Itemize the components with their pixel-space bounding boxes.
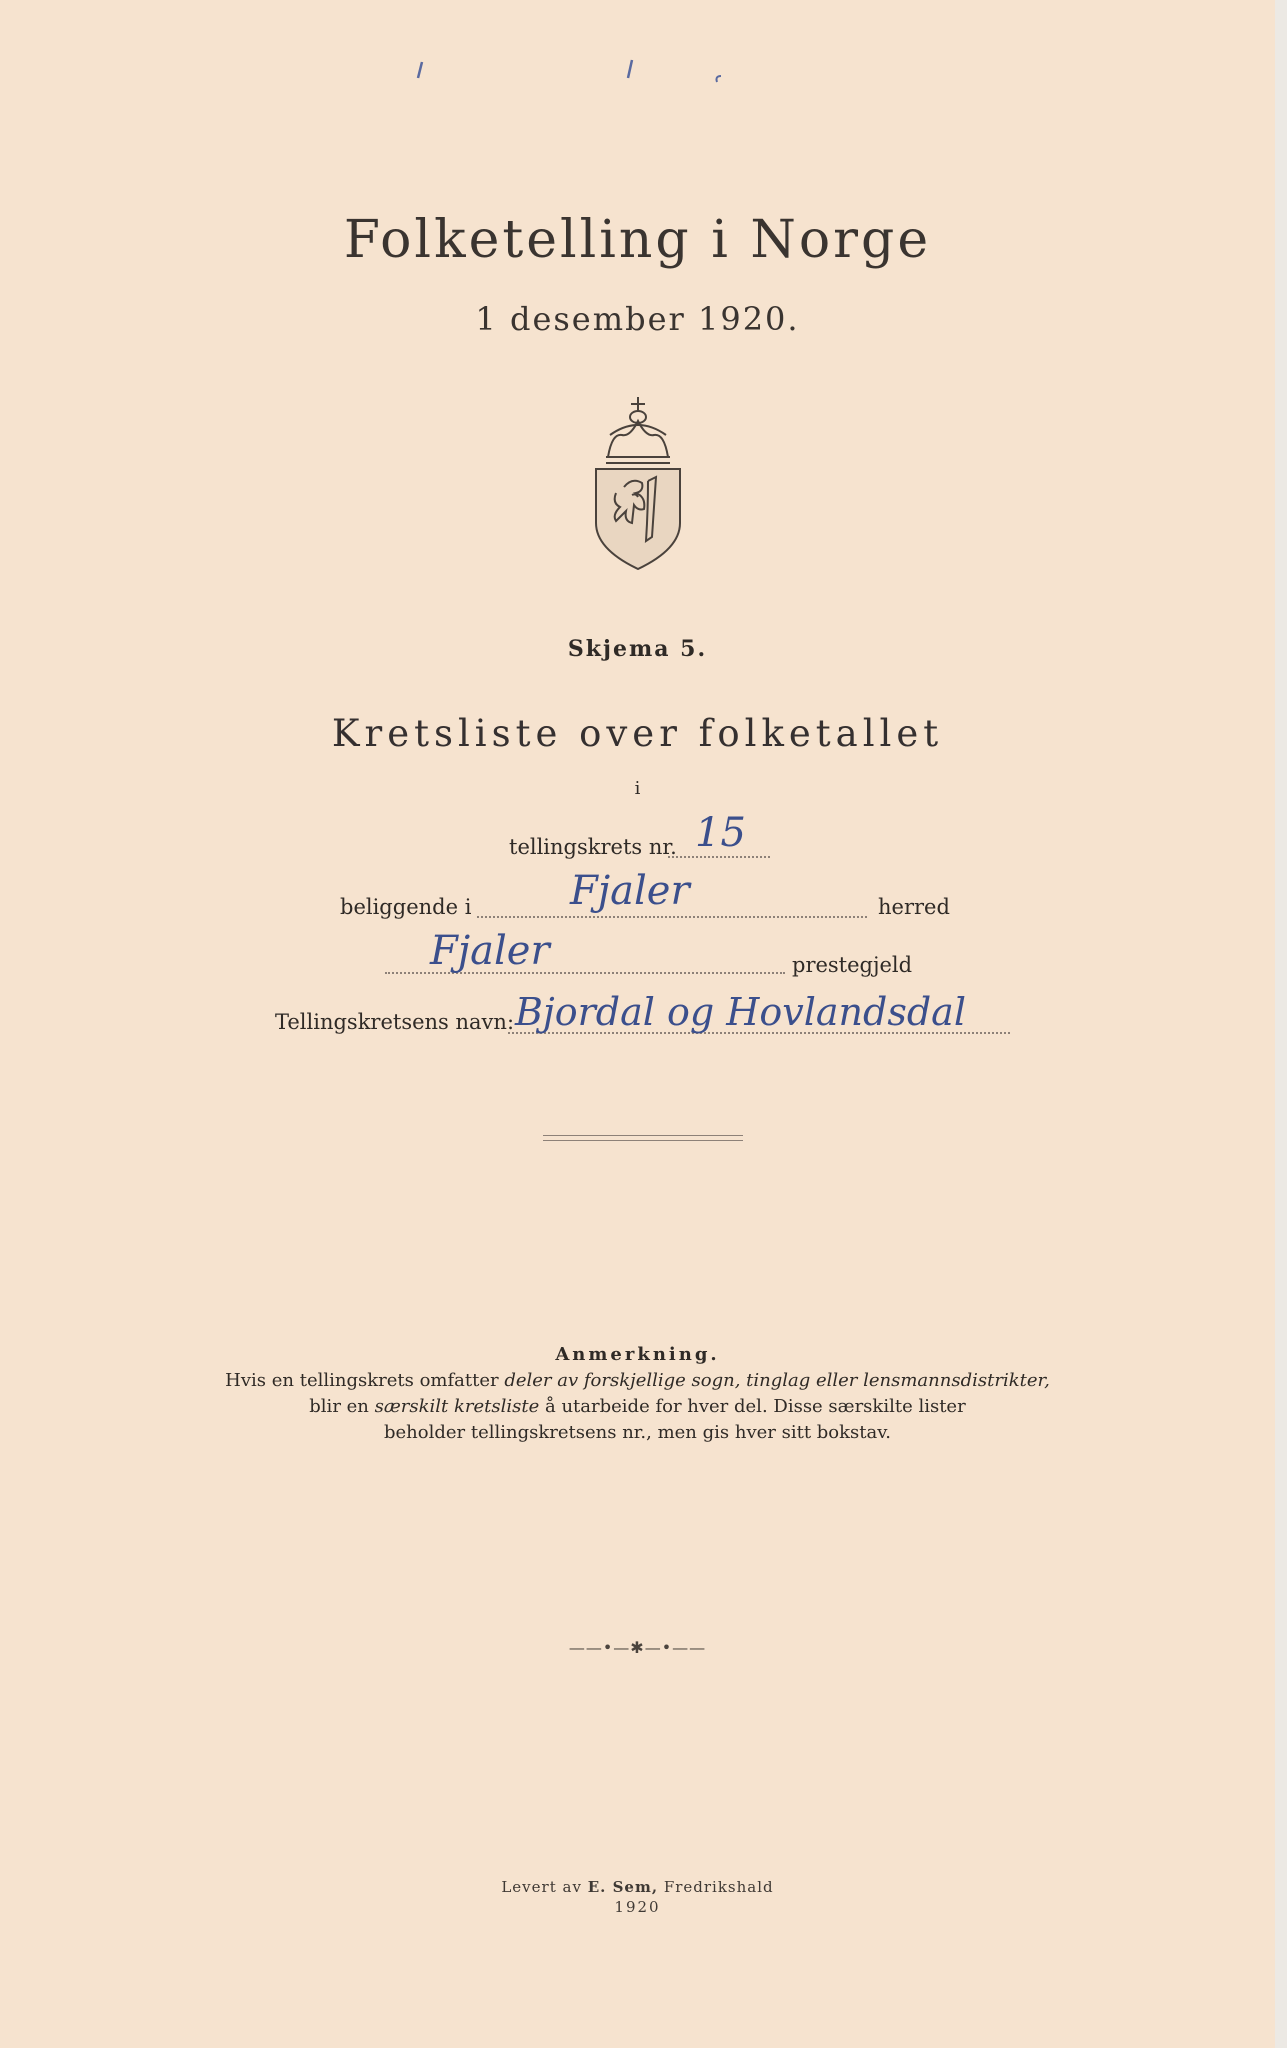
printer-city: Fredrikshald [658, 1878, 774, 1896]
note-emphasis: deler av forskjellige sogn, tinglag eller lensmannsdistrikter, [504, 1370, 1050, 1391]
herred-label: herred [878, 895, 950, 919]
tellingskrets-label: tellingskrets nr. [509, 835, 677, 859]
tellingskrets-value: 15 [695, 810, 746, 856]
prestegjeld-label: prestegjeld [792, 953, 913, 977]
note-text: blir en [309, 1396, 375, 1417]
prestegjeld-value: Fjaler [430, 928, 550, 974]
schema-number: Skjema 5. [567, 636, 708, 662]
census-date: 1 desember 1920. [475, 300, 800, 338]
printer-prefix: Levert av [501, 1878, 588, 1896]
scan-edge [1275, 0, 1287, 2048]
note-line-3: beholder tellingskretsens nr., men gis hver sitt bokstav. [383, 1422, 891, 1443]
form-heading: Kretsliste over folketallet [331, 712, 944, 755]
tellingskrets-line [668, 856, 770, 858]
note-line-1 [0, 1370, 1275, 1391]
beliggende-line [477, 916, 867, 918]
note-text: å utarbeide for hver del. Disse særskilte lister [539, 1396, 966, 1417]
section-divider [543, 1135, 743, 1141]
note-line-2 [0, 1396, 1275, 1417]
note-emphasis: særskilt kretsliste [374, 1396, 540, 1417]
beliggende-label: beliggende i [340, 895, 472, 919]
printer-name: E. Sem, [587, 1878, 659, 1896]
preposition-i: i [634, 778, 641, 799]
kretsnavn-label: Tellingskretsens navn: [275, 1010, 515, 1034]
kretsnavn-value: Bjordal og Hovlandsdal [515, 990, 966, 1034]
note-text: Hvis en tellingskrets omfatter [225, 1370, 505, 1391]
norwegian-coat-of-arms-icon [590, 395, 686, 570]
pencil-marks [400, 50, 750, 100]
printer-year: 1920 [614, 1898, 661, 1916]
ornament-divider: ——•—✱—•—— [568, 1638, 707, 1657]
page-title: Folketelling i Norge [343, 210, 932, 270]
printer-line [0, 1878, 1275, 1896]
note-heading: Anmerkning. [555, 1344, 720, 1365]
beliggende-value: Fjaler [570, 868, 690, 914]
